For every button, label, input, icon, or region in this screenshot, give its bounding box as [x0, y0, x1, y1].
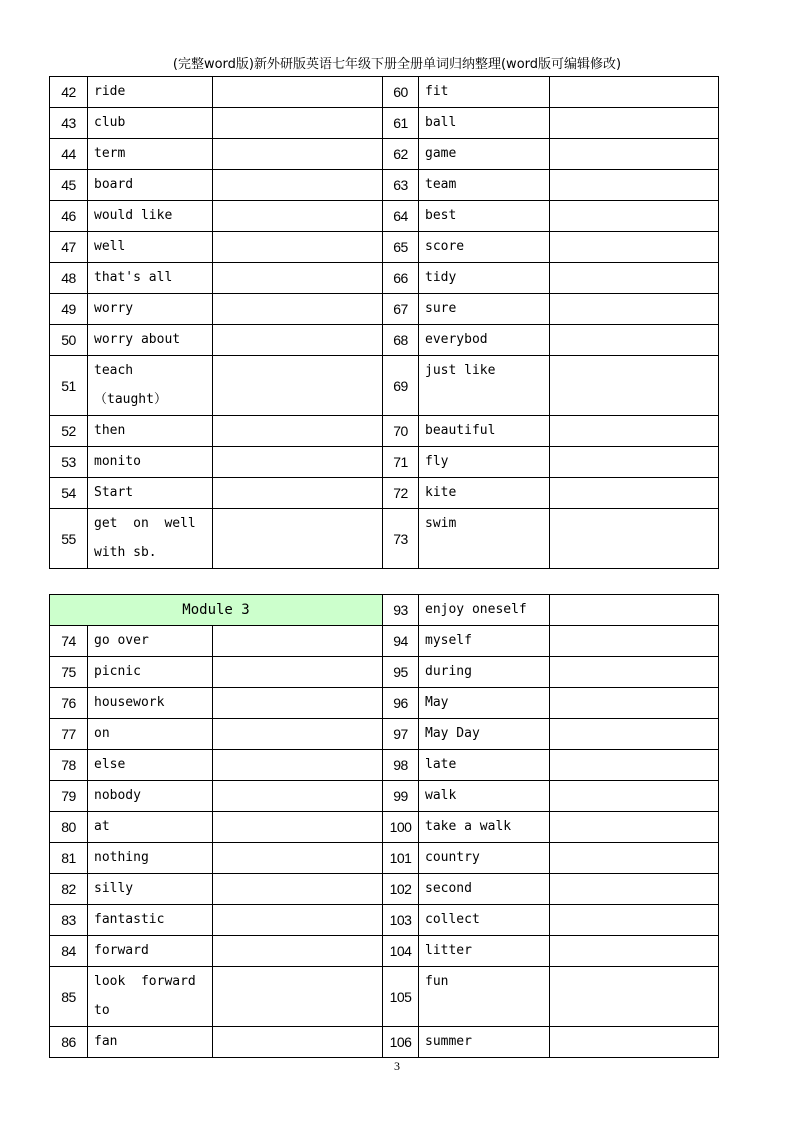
table-row [50, 750, 719, 781]
word-number: 54 [50, 478, 88, 509]
answer-cell[interactable] [550, 595, 719, 626]
vocab-word: monito [88, 447, 213, 478]
word-number: 79 [50, 781, 88, 812]
table-row [50, 874, 719, 905]
answer-cell[interactable] [213, 201, 383, 232]
table-row [50, 356, 719, 416]
vocab-word: nothing [88, 843, 213, 874]
word-number: 78 [50, 750, 88, 781]
vocab-word: beautiful [419, 416, 550, 447]
word-number: 70 [383, 416, 419, 447]
vocab-word: silly [88, 874, 213, 905]
vocab-word: myself [419, 626, 550, 657]
word-number: 85 [50, 967, 88, 1027]
answer-cell[interactable] [213, 874, 383, 905]
vocab-word: May Day [419, 719, 550, 750]
vocab-word: ride [88, 77, 213, 108]
answer-cell[interactable] [213, 1027, 383, 1058]
answer-cell[interactable] [550, 719, 719, 750]
vocab-word: board [88, 170, 213, 201]
word-number: 60 [383, 77, 419, 108]
answer-cell[interactable] [550, 812, 719, 843]
answer-cell[interactable] [213, 447, 383, 478]
vocab-word: second [419, 874, 550, 905]
answer-cell[interactable] [550, 170, 719, 201]
vocab-word: housework [88, 688, 213, 719]
table-row [50, 325, 719, 356]
answer-cell[interactable] [213, 232, 383, 263]
word-number: 63 [383, 170, 419, 201]
word-number: 46 [50, 201, 88, 232]
vocab-word: kite [419, 478, 550, 509]
answer-cell[interactable] [213, 657, 383, 688]
vocab-word: walk [419, 781, 550, 812]
answer-cell[interactable] [213, 509, 383, 569]
table-row [50, 170, 719, 201]
answer-cell[interactable] [213, 936, 383, 967]
table-row [50, 905, 719, 936]
table-row [50, 936, 719, 967]
table-row [50, 447, 719, 478]
vocab-word: worry [88, 294, 213, 325]
word-number: 77 [50, 719, 88, 750]
word-number: 84 [50, 936, 88, 967]
answer-cell[interactable] [213, 967, 383, 1027]
vocab-word: score [419, 232, 550, 263]
vocab-word: enjoy oneself [419, 595, 550, 626]
word-number: 93 [383, 595, 419, 626]
word-number: 55 [50, 509, 88, 569]
answer-cell[interactable] [213, 325, 383, 356]
vocab-word: picnic [88, 657, 213, 688]
table-row [50, 843, 719, 874]
vocab-word: country [419, 843, 550, 874]
word-number: 94 [383, 626, 419, 657]
vocab-word: on [88, 719, 213, 750]
vocab-word: swim [419, 509, 550, 569]
answer-cell[interactable] [550, 750, 719, 781]
answer-cell[interactable] [550, 509, 719, 569]
word-number: 83 [50, 905, 88, 936]
word-number: 98 [383, 750, 419, 781]
table-row [50, 294, 719, 325]
answer-cell[interactable] [550, 967, 719, 1027]
vocab-word: club [88, 108, 213, 139]
table-row [50, 263, 719, 294]
word-number: 81 [50, 843, 88, 874]
word-number: 43 [50, 108, 88, 139]
word-number: 97 [383, 719, 419, 750]
table-row [50, 478, 719, 509]
vocab-word: ball [419, 108, 550, 139]
word-number: 49 [50, 294, 88, 325]
answer-cell[interactable] [213, 416, 383, 447]
vocab-word: everybod [419, 325, 550, 356]
answer-cell[interactable] [550, 77, 719, 108]
vocab-word: team [419, 170, 550, 201]
word-number: 42 [50, 77, 88, 108]
vocab-word: collect [419, 905, 550, 936]
table-row [50, 967, 719, 1027]
table-row [50, 626, 719, 657]
answer-cell[interactable] [213, 170, 383, 201]
vocab-word: else [88, 750, 213, 781]
word-number: 51 [50, 356, 88, 416]
vocab-word: go over [88, 626, 213, 657]
word-number: 105 [383, 967, 419, 1027]
word-number: 64 [383, 201, 419, 232]
table-row [50, 77, 719, 108]
answer-cell[interactable] [550, 201, 719, 232]
table-row [50, 139, 719, 170]
table-row [50, 657, 719, 688]
answer-cell[interactable] [213, 812, 383, 843]
word-number: 96 [383, 688, 419, 719]
vocab-word: well [88, 232, 213, 263]
answer-cell[interactable] [550, 936, 719, 967]
answer-cell[interactable] [550, 657, 719, 688]
table-row [50, 1027, 719, 1058]
answer-cell[interactable] [550, 905, 719, 936]
word-number: 75 [50, 657, 88, 688]
word-number: 82 [50, 874, 88, 905]
vocab-word: best [419, 201, 550, 232]
vocab-word: fit [419, 77, 550, 108]
word-number: 80 [50, 812, 88, 843]
table-row [50, 108, 719, 139]
answer-cell[interactable] [213, 356, 383, 416]
vocab-word: that's all [88, 263, 213, 294]
vocab-word: would like [88, 201, 213, 232]
table-row [50, 416, 719, 447]
word-number: 62 [383, 139, 419, 170]
answer-cell[interactable] [213, 688, 383, 719]
word-number: 101 [383, 843, 419, 874]
answer-cell[interactable] [213, 626, 383, 657]
word-number: 71 [383, 447, 419, 478]
vocab-word: fun [419, 967, 550, 1027]
word-number: 73 [383, 509, 419, 569]
word-number: 100 [383, 812, 419, 843]
vocab-word: fan [88, 1027, 213, 1058]
page-number: 3 [394, 1059, 400, 1073]
word-number: 104 [383, 936, 419, 967]
answer-cell[interactable] [550, 447, 719, 478]
answer-cell[interactable] [550, 874, 719, 905]
word-number: 44 [50, 139, 88, 170]
vocab-word: litter [419, 936, 550, 967]
answer-cell[interactable] [550, 843, 719, 874]
vocab-word: game [419, 139, 550, 170]
answer-cell[interactable] [550, 294, 719, 325]
vocab-word: forward [88, 936, 213, 967]
vocab-word: summer [419, 1027, 550, 1058]
word-number: 99 [383, 781, 419, 812]
answer-cell[interactable] [550, 688, 719, 719]
document-header: (完整word版)新外研版英语七年级下册全册单词归纳整理(word版可编辑修改) [172, 57, 622, 72]
vocab-word: at [88, 812, 213, 843]
answer-cell[interactable] [213, 719, 383, 750]
answer-cell[interactable] [213, 750, 383, 781]
vocabulary-table-1 [49, 76, 719, 569]
word-number: 103 [383, 905, 419, 936]
module-label: Module 3 [50, 595, 383, 626]
answer-cell[interactable] [550, 108, 719, 139]
answer-cell[interactable] [550, 139, 719, 170]
answer-cell[interactable] [550, 781, 719, 812]
vocab-word: fantastic [88, 905, 213, 936]
word-number: 67 [383, 294, 419, 325]
answer-cell[interactable] [213, 263, 383, 294]
vocab-word: Start [88, 478, 213, 509]
word-number: 74 [50, 626, 88, 657]
answer-cell[interactable] [213, 478, 383, 509]
table-row [50, 781, 719, 812]
answer-cell[interactable] [213, 108, 383, 139]
word-number: 50 [50, 325, 88, 356]
module-header-row [50, 595, 719, 626]
word-number: 106 [383, 1027, 419, 1058]
answer-cell[interactable] [550, 416, 719, 447]
table-row [50, 201, 719, 232]
answer-cell[interactable] [213, 843, 383, 874]
word-number: 53 [50, 447, 88, 478]
word-number: 68 [383, 325, 419, 356]
answer-cell[interactable] [213, 77, 383, 108]
table-row [50, 812, 719, 843]
vocab-word: term [88, 139, 213, 170]
vocab-word: get on well with sb. [88, 509, 213, 569]
answer-cell[interactable] [550, 626, 719, 657]
answer-cell[interactable] [550, 478, 719, 509]
table-row [50, 688, 719, 719]
word-number: 76 [50, 688, 88, 719]
vocab-word: tidy [419, 263, 550, 294]
word-number: 65 [383, 232, 419, 263]
vocab-word: then [88, 416, 213, 447]
word-number: 45 [50, 170, 88, 201]
word-number: 95 [383, 657, 419, 688]
vocab-word: May [419, 688, 550, 719]
word-number: 66 [383, 263, 419, 294]
vocab-word: take a walk [419, 812, 550, 843]
vocab-word: sure [419, 294, 550, 325]
table-row [50, 232, 719, 263]
word-number: 47 [50, 232, 88, 263]
word-number: 69 [383, 356, 419, 416]
vocab-word: during [419, 657, 550, 688]
word-number: 86 [50, 1027, 88, 1058]
vocab-word: teach （taught） [88, 356, 213, 416]
answer-cell[interactable] [550, 325, 719, 356]
vocab-word: late [419, 750, 550, 781]
vocab-word: nobody [88, 781, 213, 812]
word-number: 52 [50, 416, 88, 447]
table-row [50, 719, 719, 750]
vocab-word: look forward to [88, 967, 213, 1027]
answer-cell[interactable] [550, 263, 719, 294]
table-row [50, 509, 719, 569]
word-number: 48 [50, 263, 88, 294]
vocab-word: fly [419, 447, 550, 478]
answer-cell[interactable] [550, 1027, 719, 1058]
answer-cell[interactable] [213, 139, 383, 170]
answer-cell[interactable] [550, 232, 719, 263]
word-number: 72 [383, 478, 419, 509]
answer-cell[interactable] [213, 905, 383, 936]
answer-cell[interactable] [213, 781, 383, 812]
word-number: 102 [383, 874, 419, 905]
answer-cell[interactable] [550, 356, 719, 416]
vocab-word: just like [419, 356, 550, 416]
answer-cell[interactable] [213, 294, 383, 325]
word-number: 61 [383, 108, 419, 139]
vocabulary-table-2 [49, 594, 719, 1058]
vocab-word: worry about [88, 325, 213, 356]
